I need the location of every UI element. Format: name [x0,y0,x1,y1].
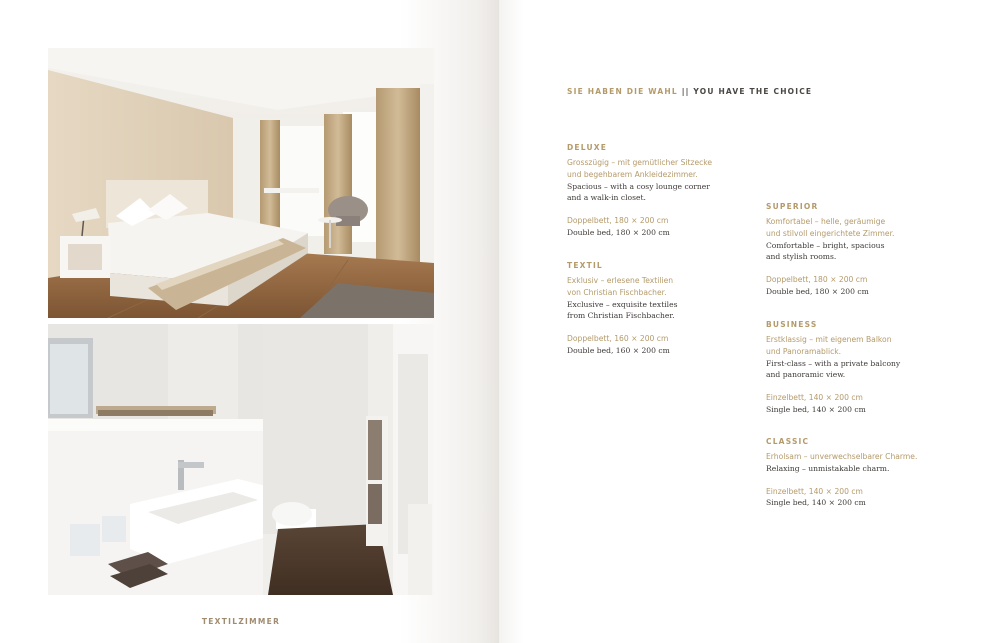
description-german-line: und Panoramablick. [766,346,842,356]
description-english-line: and stylish rooms. [766,252,837,262]
description-english-line: Comfortable – bright, spacious [766,240,885,250]
room-textil [567,261,767,357]
description-german-line: von Christian Fischbacher. [567,287,667,297]
description-english-line: Spacious – with a cosy lounge corner [567,181,710,191]
description-english-line: and a walk-in closet. [567,193,646,203]
description-english-line: First-class – with a private balcony [766,358,901,368]
bed-size-english: Double bed, 180 × 200 cm [567,227,670,237]
bathroom-photo [48,324,434,595]
description-german-line: und begehbarem Ankleidezimmer. [567,169,698,179]
heading-english: YOU HAVE THE CHOICE [693,87,813,96]
heading-separator: || [677,87,694,96]
heading-german: SIE HABEN DIE WAHL [567,87,678,96]
bed-size-german: Einzelbett, 140 × 200 cm [766,393,863,403]
description-german-line: Komfortabel – helle, geräumige [766,217,886,226]
description-german-line: Exklusiv – erlesene Textilien [567,276,674,285]
bed-size-german: Doppelbett, 160 × 200 cm [567,334,669,344]
description-german-line: Erholsam – unverwechselbarer Charme. [766,452,918,461]
description-german-line: und stilvoll eingerichtete Zimmer. [766,228,895,238]
room-classic [766,437,966,509]
description-english-line: Relaxing – unmistakable charm. [766,463,890,473]
room-deluxe [567,143,767,239]
room-title: BUSINESS [766,320,818,329]
bed-size-german: Doppelbett, 180 × 200 cm [766,275,868,285]
bed-size-german: Einzelbett, 140 × 200 cm [766,486,863,496]
bed-size-english: Single bed, 140 × 200 cm [766,498,866,508]
room-title: TEXTIL [567,261,603,270]
room-business [766,320,966,416]
description-english-line: and panoramic view. [766,370,846,380]
description-english-line: from Christian Fischbacher. [567,311,675,321]
description-german-line: Erstklassig – mit eigenem Balkon [766,335,892,344]
bed-size-english: Double bed, 180 × 200 cm [766,286,869,296]
room-title: SUPERIOR [766,202,819,211]
description-english-line: Exclusive – exquisite textiles [567,299,678,309]
photo-caption: TEXTILZIMMER [201,617,281,626]
room-title: DELUXE [567,143,608,152]
room-title: CLASSIC [766,437,810,446]
bed-size-german: Doppelbett, 180 × 200 cm [567,216,669,226]
description-german-line: Grosszügig – mit gemütlicher Sitzecke [567,158,713,167]
page-heading [567,87,812,96]
room-superior [766,202,966,298]
bed-size-english: Double bed, 160 × 200 cm [567,345,670,355]
bed-size-english: Single bed, 140 × 200 cm [766,404,866,414]
bedroom-photo [48,48,434,318]
